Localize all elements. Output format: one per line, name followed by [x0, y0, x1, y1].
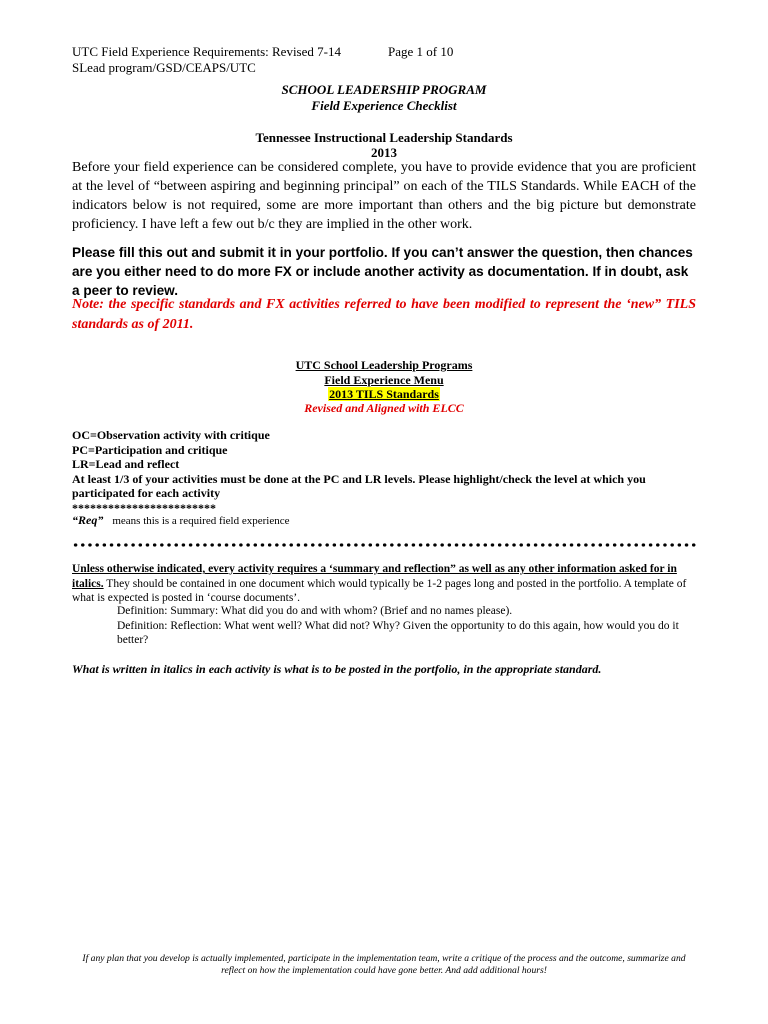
definition-reflection: Definition: Reflection: What went well? What did not? Why? Given the opportunity to do this again, how would you do it better?: [117, 619, 679, 646]
summary-details: They should be contained in one document which would typically be 1-2 pages long and posted in the portfolio. A template of what is expected is posted in ‘course documents’.: [72, 577, 687, 604]
code-pc: PC=Participation and critique: [72, 442, 228, 457]
definitions: [117, 604, 687, 648]
req-label: “Req”: [72, 513, 104, 527]
standards-year: 2013: [371, 145, 397, 160]
footer-note: If any plan that you develop is actually implemented, participate in the implementation team, write a critique of the process and the outcome, summarize and reflect on how the implementation could have gone better. And add additional hours!: [82, 953, 686, 976]
asterisk-divider: ************************: [72, 500, 216, 515]
standards-title: Tennessee Instructional Leadership Standards: [255, 130, 513, 145]
menu-program-heading: UTC School Leadership Programs: [295, 358, 473, 372]
level-requirement: At least 1/3 of your activities must be done at the PC and LR levels. Please highlight/check the level at which you participated for each activity: [72, 471, 646, 500]
menu-revised-note: Revised and Aligned with ELCC: [304, 401, 464, 415]
definition-summary: Definition: Summary: What did you do and with whom? (Brief and no names please).: [117, 605, 513, 617]
req-legend: [72, 513, 290, 529]
code-oc: OC=Observation activity with critique: [72, 428, 270, 442]
summary-reflection-paragraph: [72, 562, 696, 606]
program-title: SCHOOL LEADERSHIP PROGRAM: [281, 82, 487, 97]
menu-standards-highlight: [72, 387, 696, 402]
header-program-path: SLead program/GSD/CEAPS/UTC: [72, 60, 256, 75]
header-revision: UTC Field Experience Requirements: Revised 7-14: [72, 44, 341, 59]
checklist-title: Field Experience Checklist: [311, 98, 457, 113]
menu-title: Field Experience Menu: [324, 373, 444, 387]
dotted-divider: [72, 542, 696, 548]
highlighted-text: 2013 TILS Standards: [329, 387, 439, 401]
submission-instructions: Please fill this out and submit it in your portfolio. If you can’t answer the question, then chances are you either need to do more FX or include another activity as documentation. If in doubt, ask a peer to review.: [72, 245, 693, 298]
activity-codes: [72, 428, 696, 515]
summary-requirement: Unless otherwise indicated, every activity requires a ‘summary and reflection” as well as any other information asked for in italics.: [72, 563, 677, 590]
standards-note: Note: the specific standards and FX activities referred to have been modified to represent the ‘new” TILS standards as of 2011.: [72, 297, 696, 332]
intro-paragraph: Before your field experience can be considered complete, you have to provide evidence that you are proficient at the level of “between aspiring and beginning principal” on each of the TILS Standards. While EACH of the indicators below is not required, some are more important than others and the big picture but demonstrate proficiency. I have left a few out b/c they are implied in the other work.: [72, 160, 696, 232]
req-text: means this is a required field experience: [112, 515, 290, 527]
italics-posting-note: What is written in italics in each activity is what is to be posted in the portfolio, in the appropriate standard.: [72, 662, 602, 676]
header-page-number: Page 1 of 10: [388, 44, 454, 59]
code-lr: LR=Lead and reflect: [72, 457, 180, 471]
